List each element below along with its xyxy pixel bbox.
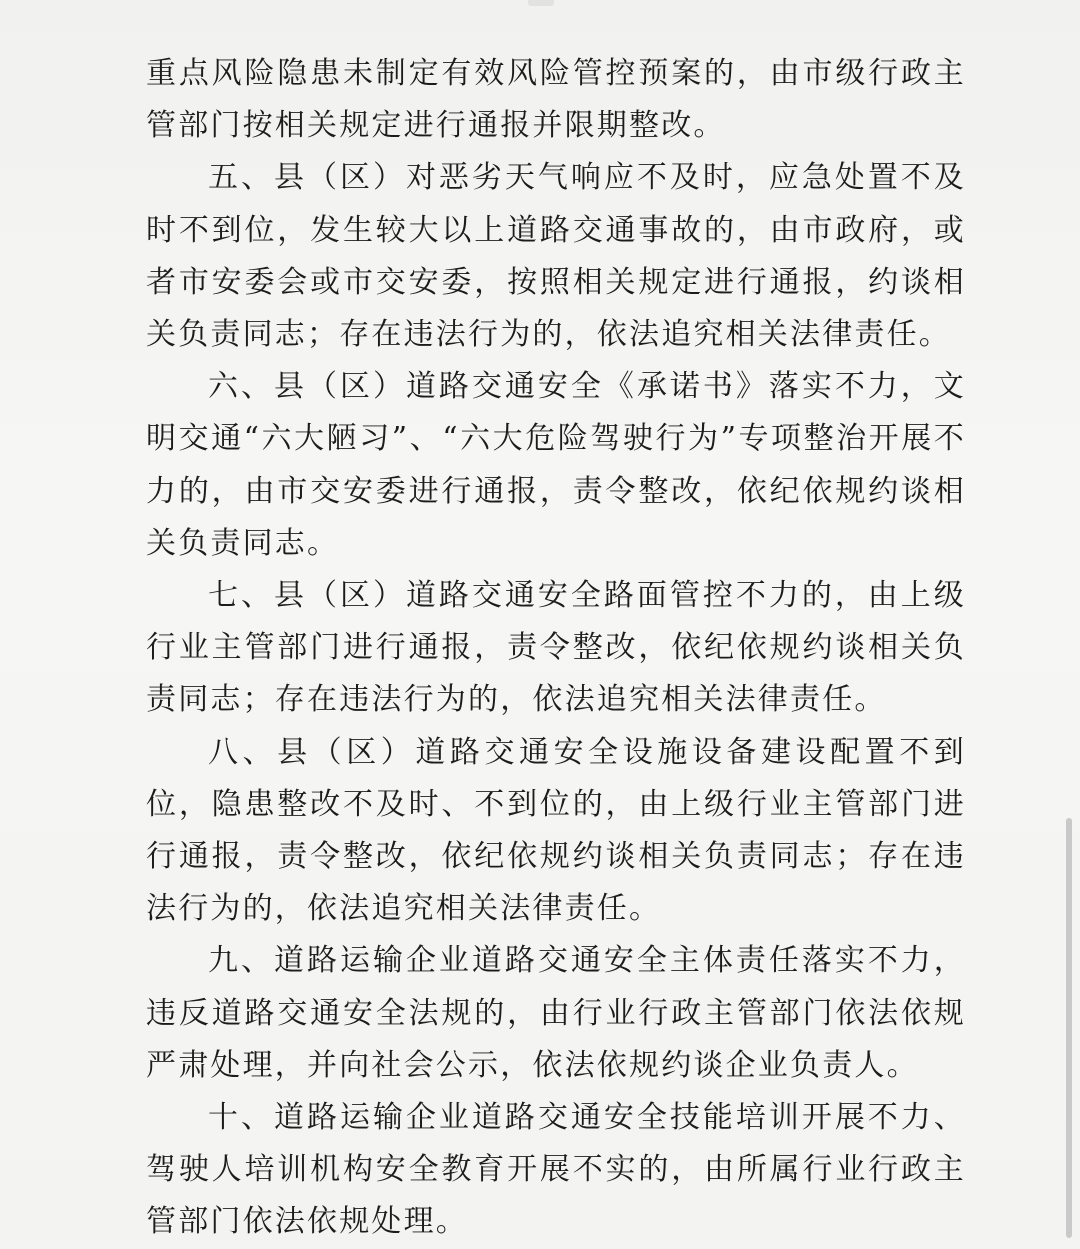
vertical-scrollbar[interactable] bbox=[1066, 818, 1072, 1238]
paragraph-item-9: 九、道路运输企业道路交通安全主体责任落实不力，违反道路交通安全法规的，由行业行政主管部门依法依规严肃处理，并向社会公示，依法依规约谈企业负责人。 bbox=[146, 943, 966, 1083]
paragraph-item-8: 八、县（区）道路交通安全设施设备建设配置不到位，隐患整改不及时、不到位的，由上级行业主管部门进行通报，责令整改，依纪依规约谈相关负责同志；存在违法行为的，依法追究相关法律责任。 bbox=[146, 734, 966, 927]
paragraph-item-7: 七、县（区）道路交通安全路面管控不力的，由上级行业主管部门进行通报，责令整改，依纪依规约谈相关负责同志；存在违法行为的，依法追究相关法律责任。 bbox=[146, 578, 966, 718]
page-top-mark bbox=[528, 0, 554, 6]
document-body bbox=[146, 48, 966, 1249]
paragraph-item-6: 六、县（区）道路交通安全《承诺书》落实不力，文明交通“六大陋习”、“六大危险驾驶行为”专项整治开展不力的，由市交安委进行通报，责令整改，依纪依规约谈相关负责同志。 bbox=[146, 369, 966, 561]
paragraph-item-5: 五、县（区）对恶劣天气响应不及时，应急处置不及时不到位，发生较大以上道路交通事故的，由市政府，或者市安委会或市交安委，按照相关规定进行通报，约谈相关负责同志；存在违法行为的，依法追究相关法律责任。 bbox=[146, 160, 966, 353]
paragraph-item-10: 十、道路运输企业道路交通安全技能培训开展不力、驾驶人培训机构安全教育开展不实的，由所属行业行政主管部门依法依规处理。 bbox=[146, 1100, 966, 1240]
paragraph-continuation: 重点风险隐患未制定有效风险管控预案的，由市级行政主管部门按相关规定进行通报并限期整改。 bbox=[146, 56, 966, 144]
